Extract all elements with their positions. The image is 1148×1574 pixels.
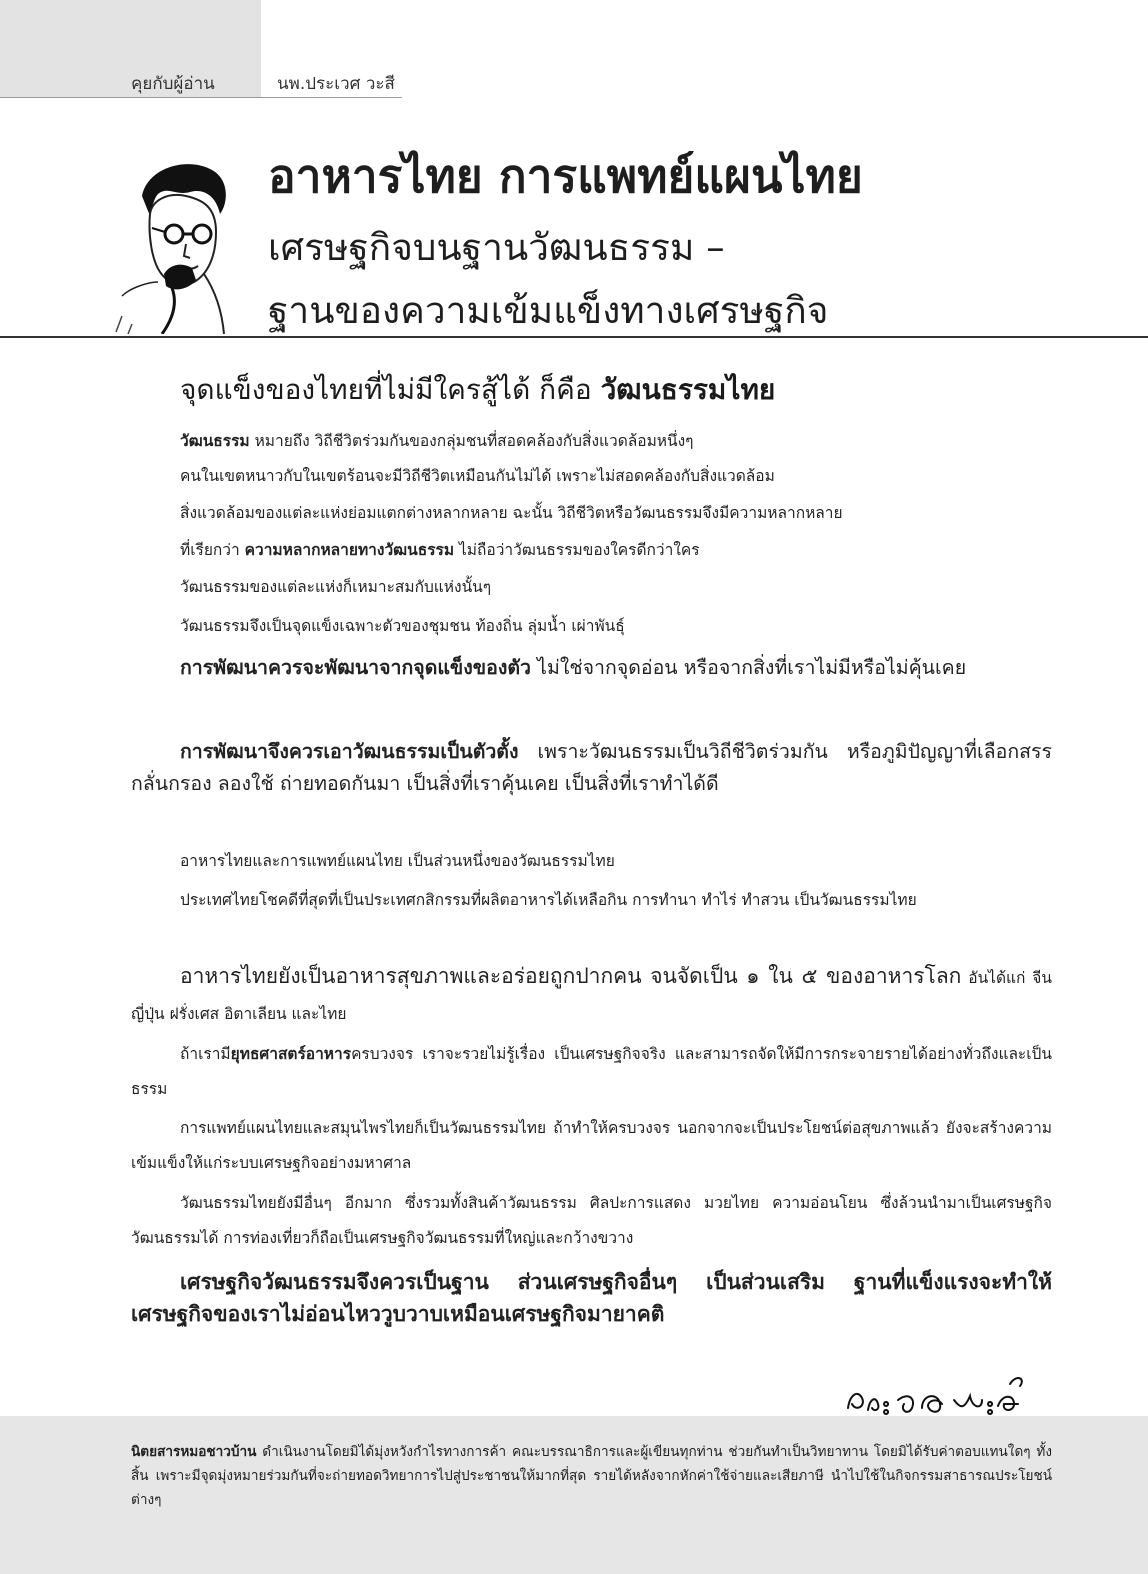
paragraph-9: อาหารไทยและการแพทย์แผนไทย เป็นส่วนหนึ่งของวัฒนธรรมไทย [180,852,615,870]
author-label: นพ.ประเวศ วะสี [277,74,395,94]
article-subtitle-line1: เศรษฐกิจบนฐานวัฒนธรรม – [268,226,725,269]
p4-post: ไม่ถือว่าวัฒนธรรมของใครดีกว่าใคร [454,541,700,559]
paragraph-3: สิ่งแวดล้อมของแต่ละแห่งย่อมแตกต่างหลากหลาย ฉะนั้น วิถีชีวิตหรือวัฒนธรรมจึงมีความหลากหลาย [180,504,843,522]
paragraph-10: ประเทศไทยโชคดีที่สุดที่เป็นประเทศกสิกรรมที่ผลิตอาหารได้เหลือกิน การทำนา ทำไร่ ทำสวน เป็นวัฒนธรรมไทย [180,891,917,909]
p1-bold: วัฒนธรรม [180,432,250,450]
p12-post: ครบวงจร เราจะรวยไม่รู้เรื่อง เป็นเศรษฐกิจจริง และสามารถจัดให้มีการกระจายรายได้อย่างทั่วถึงและเป็นธรรม [131,1045,1052,1098]
paragraph-2: คนในเขตหนาวกับในเขตร้อนจะมีวิถีชีวิตเหมือนกันไม่ได้ เพราะไม่สอดคล้องกับสิ่งแวดล้อม [180,467,775,485]
signature-mark [842,1364,1042,1424]
p7-bold: การพัฒนาควรจะพัฒนาจากจุดแข็งของตัว [180,656,531,679]
footer-magazine-name: นิตยสารหมอชาวบ้าน [131,1444,257,1460]
article-subtitle-line2: ฐานของความเข้มแข็งทางเศรษฐกิจ [268,289,829,332]
paragraph-14: วัฒนธรรมไทยยังมีอื่นๆ อีกมาก ซึ่งรวมทั้งสินค้าวัฒนธรรม ศิลปะการแสดง มวยไทย ความอ่อนโยน ซึ่งล้วนนำมาเป็นเศรษฐกิจวัฒนธรรมได้ การท่องเที่ยวก็ถือเป็นเศรษฐกิจวัฒนธรรมที่ใหญ่และกว้างขวาง [131,1194,1052,1247]
paragraph-4 [131,533,1052,568]
paragraph-6: วัฒนธรรมจึงเป็นจุดแข็งเฉพาะตัวของชุมชน ท้องถิ่น ลุ่มน้ำ เผ่าพันธุ์ [180,617,625,635]
p8-text: เพราะวัฒนธรรมเป็นวิถีชีวิตร่วมกัน หรือภูมิปัญญาที่เลือกสรร กลั่นกรอง ลองใช้ ถ่ายทอดกันมา เป็นสิ่งที่เราคุ้นเคย เป็นสิ่งที่เราทำได้ดี [131,740,1052,795]
paragraph-7 [131,652,1052,684]
p1-text: หมายถึง วิถีชีวิตร่วมกันของกลุ่มชนที่สอดคล้องกับสิ่งแวดล้อมหนึ่งๆ [249,432,694,450]
title-rule [0,336,1148,338]
lead-sentence [180,368,775,412]
p12-pre: ถ้าเรามี [180,1045,231,1063]
p8-bold: การพัฒนาจึงควรเอาวัฒนธรรมเป็นตัวตั้ง [180,740,519,763]
footer-text [131,1440,1052,1512]
author-portrait [112,156,242,334]
paragraph-15 [131,1266,1052,1330]
p11-large: อาหารไทยยังเป็นอาหารสุขภาพและอร่อยถูกปากคน จนจัดเป็น ๑ ใน ๕ ของอาหารโลก [180,964,962,988]
paragraph-5: วัฒนธรรมของแต่ละแห่งก็เหมาะสมกับแห่งนั้นๆ [180,578,492,596]
paragraph-11 [131,958,1052,1032]
footer-description: ดำเนินงานโดยมิได้มุ่งหวังกำไรทางการค้า คณะบรรณาธิการและผู้เขียนทุกท่าน ช่วยกันทำเป็นวิทยาทาน โดยมิได้รับค่าตอบแทนใดๆ ทั้งสิ้น เพราะมีจุดมุ่งหมายร่วมกันที่จะถ่ายทอดวิทยาการไปสู่ประชาชนให้มากที่สุด รายได้หลังจากหักค่าใช้จ่ายและเสียภาษี นำไปใช้ในกิจกรรมสาธารณประโยชน์ต่างๆ [131,1444,1052,1508]
header-rule [0,97,402,98]
paragraph-12 [131,1037,1052,1107]
lead-bold: วัฒนธรรมไทย [600,373,776,406]
p12-bold: ยุทธศาสตร์อาหาร [230,1045,352,1063]
paragraph-1 [131,424,1052,459]
p4-pre: ที่เรียกว่า [180,541,245,559]
paragraph-8 [131,736,1052,800]
p15-bold: เศรษฐกิจวัฒนธรรมจึงควรเป็นฐาน ส่วนเศรษฐกิจอื่นๆ เป็นส่วนเสริม ฐานที่แข็งแรงจะทำให้เศรษฐกิจของเราไม่อ่อนไหววูบวาบเหมือนเศรษฐกิจมายาคติ [131,1270,1052,1326]
paragraph-13: การแพทย์แผนไทยและสมุนไพรไทยก็เป็นวัฒนธรรมไทย ถ้าทำให้ครบวงจร นอกจากจะเป็นประโยชน์ต่อสุขภาพแล้ว ยังจะสร้างความเข้มแข็งให้แก่ระบบเศรษฐกิจอย่างมหาศาล [131,1119,1052,1172]
p7-text: ไม่ใช่จากจุดอ่อน หรือจากสิ่งที่เราไม่มีหรือไม่คุ้นเคย [530,656,967,679]
article-title: อาหารไทย การแพทย์แผนไทย [268,149,863,203]
p4-bold: ความหลากหลายทางวัฒนธรรม [244,541,455,559]
p11-small: อันได้แก่ จีน ญี่ปุ่น ฝรั่งเศส อิตาเลียน และไทย [131,969,1052,1023]
section-label: คุยกับผู้อ่าน [131,74,215,94]
lead-text: จุดแข็งของไทยที่ไม่มีใครสู้ได้ ก็คือ [180,373,601,406]
